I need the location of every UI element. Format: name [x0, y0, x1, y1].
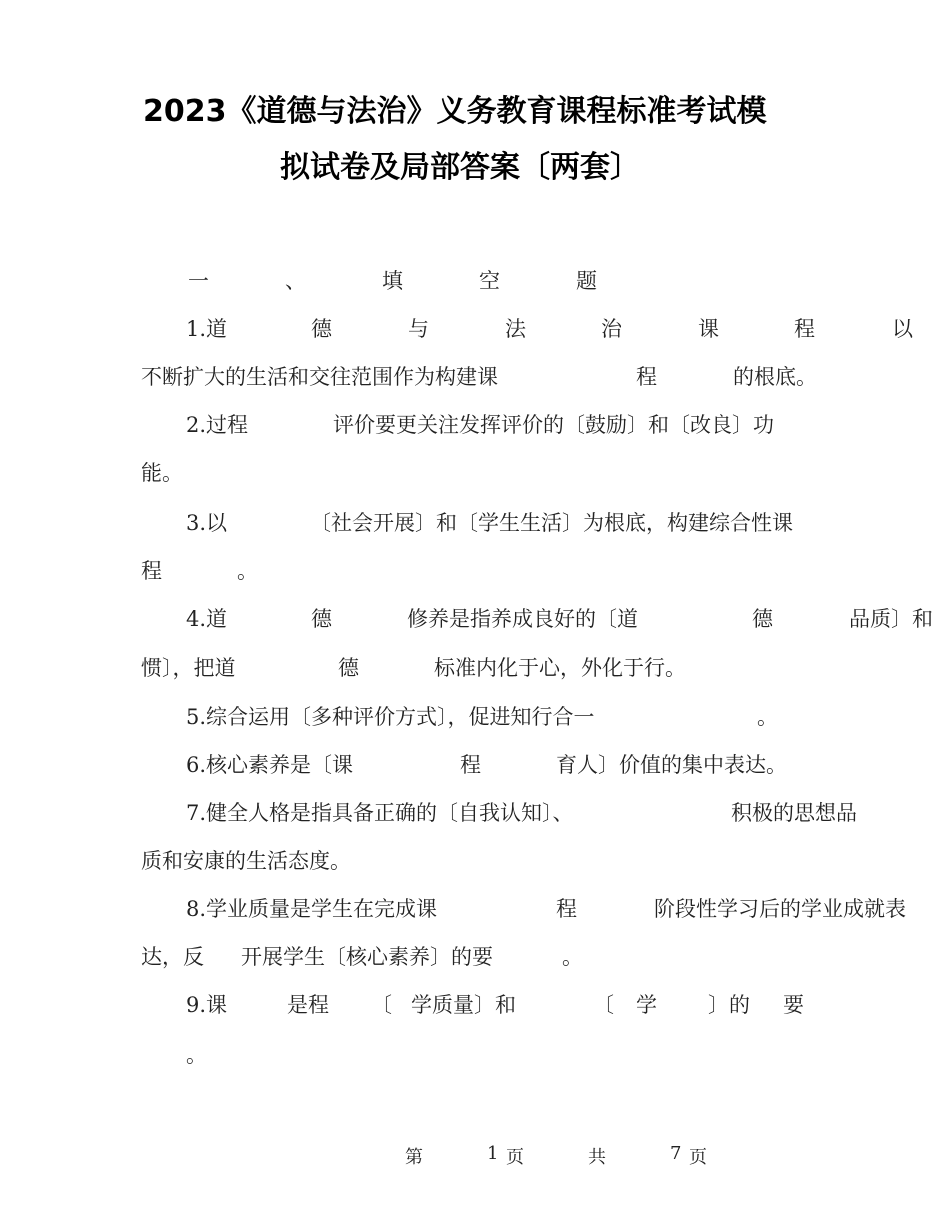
q4-start: 4.道	[186, 607, 228, 631]
q6-text: 育人〕价值的集中表达。	[556, 753, 787, 777]
footer-total-pages: 7	[670, 1143, 682, 1164]
footer-text: 页	[506, 1147, 524, 1168]
q4-text: 惯〕，把道	[141, 656, 236, 680]
footer-text: 第	[405, 1147, 423, 1168]
q9-text: 。	[186, 1043, 207, 1067]
q8-text: 。	[562, 945, 583, 969]
q2-start: 2.过程	[186, 413, 249, 437]
q8-text: 程	[556, 897, 577, 921]
q1-line2: 不断扩大的生活和交往范围作为构建课	[141, 365, 498, 389]
q4-text: 品质〕和	[849, 607, 933, 631]
q9-text: 要	[783, 993, 804, 1017]
q4-text: 德	[338, 656, 359, 680]
heading-char: 一	[188, 269, 209, 293]
footer-text: 页	[689, 1147, 707, 1168]
q8-text: 阶段性学习后的学业成就表	[654, 897, 906, 921]
document-title-line-2: 拟试卷及局部答案〔两套〕	[280, 150, 640, 185]
q8-text: 达，反	[141, 945, 204, 969]
q7-text: 质和安康的生活态度。	[141, 849, 351, 873]
q9-start: 9.课	[186, 993, 228, 1017]
q5-start: 5.综合运用〔多种评价方式〕，促进知行合一	[186, 705, 595, 729]
q8-text: 开展学生〔核心素养〕的要	[241, 945, 493, 969]
q3-start: 3.以	[186, 511, 228, 535]
heading-char: 填	[382, 269, 403, 293]
q6-text: 程	[460, 753, 481, 777]
q6-start: 6.核心素养是〔课	[186, 753, 354, 777]
heading-char: 、	[285, 269, 306, 293]
q1-char: 治	[601, 317, 622, 341]
q9-text: 学质量〕和	[411, 993, 516, 1017]
heading-char: 题	[576, 269, 597, 293]
q9-text: 〔	[593, 993, 614, 1017]
footer-page-number: 1	[487, 1143, 499, 1164]
q9-text: 〔	[371, 993, 392, 1017]
q2-text: 评价要更关注发挥评价的〔鼓励〕和〔改良〕功	[333, 413, 774, 437]
q9-text: 〕的	[708, 993, 750, 1017]
q1-line2: 的根底。	[733, 365, 817, 389]
q4-text: 标准内化于心，外化于行。	[434, 656, 686, 680]
q7-start: 7.健全人格是指具备正确的〔自我认知〕、	[186, 801, 574, 825]
q3-text: 。	[237, 559, 258, 583]
q8-start: 8.学业质量是学生在完成课	[186, 897, 438, 921]
heading-char: 空	[479, 269, 500, 293]
q5-text: 。	[757, 705, 778, 729]
document-title-line-1: 2023《道德与法治》义务教育课程标准考试模	[143, 94, 767, 129]
q1-char: 德	[311, 317, 332, 341]
q1-char: 与	[408, 317, 429, 341]
q4-text: 修养是指养成良好的〔道	[407, 607, 638, 631]
q4-text: 德	[752, 607, 773, 631]
footer-text: 共	[588, 1147, 606, 1168]
q2-text: 能。	[141, 461, 183, 485]
q1-line2: 程	[636, 365, 657, 389]
q3-text: 〔社会开展〕和〔学生生活〕为根底，构建综合性课	[310, 511, 793, 535]
q1-char: 程	[794, 317, 815, 341]
q9-text: 学	[636, 993, 657, 1017]
q1-char: 法	[505, 317, 526, 341]
q4-text: 德	[311, 607, 332, 631]
q1-char: 课	[698, 317, 719, 341]
q7-text: 积极的思想品	[731, 801, 857, 825]
q9-text: 是程	[287, 993, 329, 1017]
q3-text: 程	[141, 559, 162, 583]
q1-start: 1.道	[186, 317, 228, 341]
q1-char: 以	[892, 317, 913, 341]
